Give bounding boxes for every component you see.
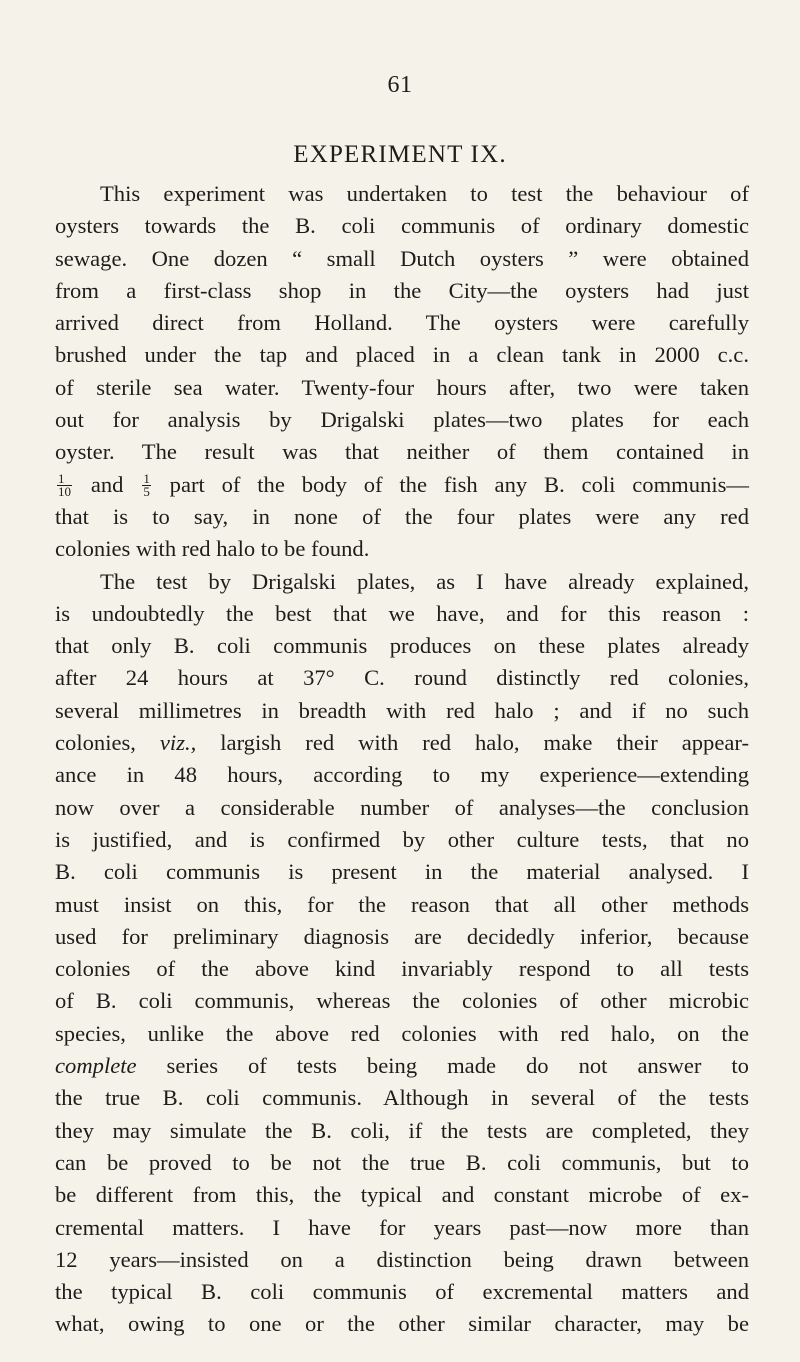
italic-term: complete xyxy=(55,1053,137,1079)
text-line: sewage. One dozen “ small Dutch oysters ” were obtained xyxy=(55,245,749,271)
text-line: can be proved to be not the true B. coli communis, but to xyxy=(55,1149,749,1175)
text-line: arrived direct from Holland. The oysters were carefully xyxy=(55,310,749,336)
text-line: the true B. coli communis. Although in several of the tests xyxy=(55,1085,749,1111)
text-line: the typical B. coli communis of excremental matters and xyxy=(55,1279,749,1305)
text-line: This experiment was undertaken to test the behaviour of xyxy=(100,181,749,206)
text-line: what, owing to one or the other similar character, may be xyxy=(55,1311,749,1337)
fraction-line-rest: part of the body of the fish any B. coli communis— xyxy=(169,471,749,497)
line-segment: series of tests being made do not answer to xyxy=(166,1053,749,1079)
line-segment: colonies, xyxy=(55,730,136,756)
page-number: 61 xyxy=(387,72,413,98)
fraction-one-fifth xyxy=(142,470,151,499)
fraction-text-line xyxy=(55,469,749,501)
text-line: after 24 hours at 37° C. round distinctly red colonies, xyxy=(55,665,749,691)
text-line: out for analysis by Drigalski plates—two plates for each xyxy=(55,407,749,433)
text-line: species, unlike the above red colonies with red halo, on the xyxy=(55,1020,749,1046)
text-line: of sterile sea water. Twenty-four hours after, two were taken xyxy=(55,374,749,400)
text-line: colonies of the above kind invariably respond to all tests xyxy=(55,956,749,982)
section-heading: EXPERIMENT IX. xyxy=(293,141,507,168)
italic-text-line xyxy=(55,1050,749,1082)
italic-term: viz., xyxy=(159,730,197,756)
text-line: they may simulate the B. coli, if the tests are completed, they xyxy=(55,1117,749,1143)
text-line: that only B. coli communis produces on these plates already xyxy=(55,633,749,659)
fraction-numerator: 1 xyxy=(57,473,72,486)
text-line: cremental matters. I have for years past—now more than xyxy=(55,1214,749,1240)
fraction-numerator: 1 xyxy=(143,470,150,486)
italic-text-line xyxy=(55,727,749,759)
text-line: several millimetres in breadth with red halo ; and if no such xyxy=(55,697,749,723)
fraction-denominator: 5 xyxy=(143,483,150,499)
text-line: that is to say, in none of the four plates were any red xyxy=(55,503,749,529)
text-line: oyster. The result was that neither of them contained in xyxy=(55,439,749,465)
text-line: be different from this, the typical and constant microbe of ex- xyxy=(55,1182,749,1208)
text-line: B. coli communis is present in the material analysed. I xyxy=(55,859,749,885)
body-text xyxy=(55,178,749,1341)
text-line: is undoubtedly the best that we have, and for this reason : xyxy=(55,600,749,626)
text-line: ance in 48 hours, according to my experience—extending xyxy=(55,762,749,788)
text-line: oysters towards the B. coli communis of ordinary domestic xyxy=(55,213,749,239)
fraction-connector: and xyxy=(90,471,124,497)
text-line: must insist on this, for the reason that all other methods xyxy=(55,891,749,917)
text-line: brushed under the tap and placed in a clean tank in 2000 c.c. xyxy=(55,342,749,368)
text-line: from a first-class shop in the City—the oysters had just xyxy=(55,277,749,303)
text-line: colonies with red halo to be found. xyxy=(55,536,370,562)
line-segment: largish red with red halo, make their appear- xyxy=(220,730,749,756)
text-line: 12 years—insisted on a distinction being drawn between xyxy=(55,1246,749,1272)
text-line: The test by Drigalski plates, as I have already explained, xyxy=(100,568,749,594)
text-line: of B. coli communis, whereas the colonies of other microbic xyxy=(55,988,749,1014)
fraction-denominator: 10 xyxy=(58,483,71,499)
text-line: used for preliminary diagnosis are decidedly inferior, because xyxy=(55,923,749,949)
fraction-one-tenth xyxy=(57,470,72,499)
text-line: is justified, and is confirmed by other culture tests, that no xyxy=(55,826,749,852)
text-line: now over a considerable number of analyses—the conclusion xyxy=(55,794,749,820)
